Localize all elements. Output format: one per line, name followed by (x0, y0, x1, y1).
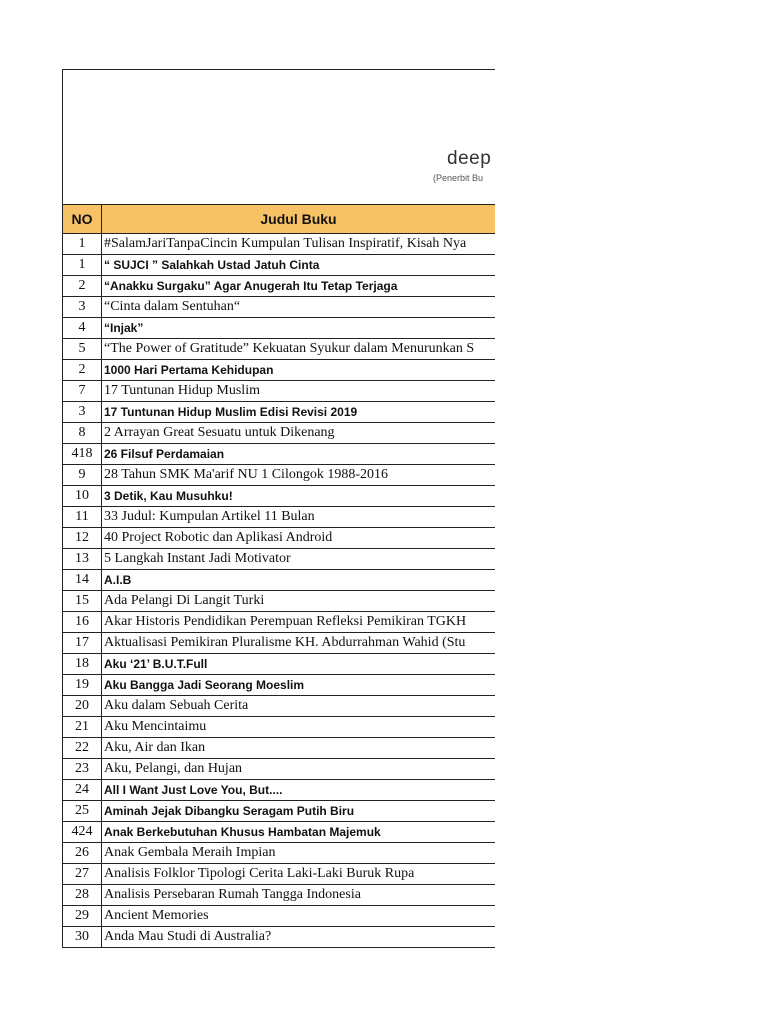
table-row (63, 843, 495, 864)
table-row (63, 675, 495, 696)
book-title-cell: Aminah Jejak Dibangku Seragam Putih Biru (104, 804, 355, 818)
row-number-cell: 22 (63, 738, 102, 758)
table-row (63, 360, 495, 381)
table-row (63, 339, 495, 360)
book-title-cell: “The Power of Gratitude” Kekuatan Syukur dalam Menurunkan S (104, 341, 475, 356)
table-row (63, 318, 495, 339)
book-title-cell: “ SUJCI ” Salahkah Ustad Jatuh Cinta (104, 258, 320, 272)
book-title-cell: 33 Judul: Kumpulan Artikel 11 Bulan (104, 509, 315, 524)
book-title-cell: Anda Mau Studi di Australia? (104, 929, 272, 944)
row-number-cell: 2 (63, 360, 102, 380)
table-row (63, 864, 495, 885)
table-header-row (63, 205, 495, 234)
book-title-cell: Aku dalam Sebuah Cerita (104, 698, 249, 713)
table-row (63, 801, 495, 822)
row-number-cell: 10 (63, 486, 102, 506)
row-number-cell: 424 (63, 822, 102, 842)
table-row (63, 276, 495, 297)
row-number-cell: 28 (63, 885, 102, 905)
row-number-cell: 18 (63, 654, 102, 674)
book-title-cell: “Cinta dalam Sentuhan“ (104, 299, 241, 314)
row-number-cell: 3 (63, 402, 102, 422)
table-row (63, 759, 495, 780)
book-title-cell: 26 Filsuf Perdamaian (104, 447, 225, 461)
book-title-cell: Aku, Air dan Ikan (104, 740, 206, 755)
book-title-cell: 40 Project Robotic dan Aplikasi Android (104, 530, 333, 545)
column-header-no: NO (63, 205, 102, 233)
table-row (63, 486, 495, 507)
book-title-cell: 5 Langkah Instant Jadi Motivator (104, 551, 291, 566)
table-row (63, 612, 495, 633)
row-number-cell: 16 (63, 612, 102, 632)
table-row (63, 906, 495, 927)
table-row (63, 423, 495, 444)
row-number-cell: 23 (63, 759, 102, 779)
book-title-cell: Ada Pelangi Di Langit Turki (104, 593, 265, 608)
row-number-cell: 7 (63, 381, 102, 401)
row-number-cell: 24 (63, 780, 102, 800)
book-title-cell: Analisis Folklor Tipologi Cerita Laki-Laki Buruk Rupa (104, 866, 415, 881)
table-row (63, 885, 495, 906)
book-title-cell: 28 Tahun SMK Ma'arif NU 1 Cilongok 1988-2016 (104, 467, 388, 482)
table-row (63, 717, 495, 738)
publisher-logo-text: deep (447, 148, 492, 169)
table-row (63, 234, 495, 255)
row-number-cell: 3 (63, 297, 102, 317)
table-row (63, 570, 495, 591)
table-row (63, 822, 495, 843)
book-title-cell: Aktualisasi Pemikiran Pluralisme KH. Abdurrahman Wahid (Stu (104, 635, 466, 650)
row-number-cell: 5 (63, 339, 102, 359)
row-number-cell: 13 (63, 549, 102, 569)
table-row (63, 465, 495, 486)
row-number-cell: 15 (63, 591, 102, 611)
table-row (63, 696, 495, 717)
table-row (63, 633, 495, 654)
table-row (63, 444, 495, 465)
table-row (63, 927, 495, 948)
book-title-cell: 1000 Hari Pertama Kehidupan (104, 363, 274, 377)
table-row (63, 255, 495, 276)
spreadsheet-table (62, 69, 495, 948)
row-number-cell: 4 (63, 318, 102, 338)
row-number-cell: 9 (63, 465, 102, 485)
row-number-cell: 12 (63, 528, 102, 548)
table-body (63, 234, 495, 948)
book-title-cell: All I Want Just Love You, But.... (104, 783, 283, 797)
table-row (63, 549, 495, 570)
row-number-cell: 29 (63, 906, 102, 926)
row-number-cell: 21 (63, 717, 102, 737)
book-title-cell: Aku, Pelangi, dan Hujan (104, 761, 243, 776)
row-number-cell: 1 (63, 255, 102, 275)
row-number-cell: 8 (63, 423, 102, 443)
row-number-cell: 418 (63, 444, 102, 464)
book-title-cell: Aku ‘21’ B.U.T.Full (104, 657, 208, 671)
book-title-cell: 17 Tuntunan Hidup Muslim Edisi Revisi 2019 (104, 405, 358, 419)
table-row (63, 528, 495, 549)
row-number-cell: 2 (63, 276, 102, 296)
table-row (63, 591, 495, 612)
table-row (63, 654, 495, 675)
publisher-logo-subtext: (Penerbit Bu (433, 173, 484, 183)
table-row (63, 402, 495, 423)
book-title-cell: #SalamJariTanpaCincin Kumpulan Tulisan Inspiratif, Kisah Nya (104, 236, 467, 251)
book-title-cell: Akar Historis Pendidikan Perempuan Refleksi Pemikiran TGKH (104, 614, 467, 629)
row-number-cell: 17 (63, 633, 102, 653)
book-title-cell: Anak Berkebutuhan Khusus Hambatan Majemuk (104, 825, 381, 839)
book-title-cell: Analisis Persebaran Rumah Tangga Indonesia (104, 887, 361, 902)
book-title-cell: 2 Arrayan Great Sesuatu untuk Dikenang (104, 425, 335, 440)
row-number-cell: 14 (63, 570, 102, 590)
table-row (63, 297, 495, 318)
row-number-cell: 26 (63, 843, 102, 863)
row-number-cell: 30 (63, 927, 102, 947)
row-number-cell: 19 (63, 675, 102, 695)
book-title-cell: 17 Tuntunan Hidup Muslim (104, 383, 260, 398)
row-number-cell: 1 (63, 234, 102, 254)
row-number-cell: 27 (63, 864, 102, 884)
book-title-cell: A.I.B (104, 573, 132, 587)
book-title-cell: 3 Detik, Kau Musuhku! (104, 489, 233, 503)
book-title-cell: Aku Mencintaimu (104, 719, 207, 734)
book-title-cell: “Injak” (104, 321, 144, 335)
row-number-cell: 25 (63, 801, 102, 821)
book-title-cell: Aku Bangga Jadi Seorang Moeslim (104, 678, 305, 692)
book-title-cell: Ancient Memories (104, 908, 209, 923)
table-row (63, 780, 495, 801)
book-title-cell: “Anakku Surgaku” Agar Anugerah Itu Tetap Terjaga (104, 279, 398, 293)
publisher-banner (63, 70, 495, 205)
column-header-title: Judul Buku (260, 211, 337, 227)
row-number-cell: 11 (63, 507, 102, 527)
table-row (63, 507, 495, 528)
table-row (63, 381, 495, 402)
book-title-cell: Anak Gembala Meraih Impian (104, 845, 276, 860)
table-row (63, 738, 495, 759)
row-number-cell: 20 (63, 696, 102, 716)
